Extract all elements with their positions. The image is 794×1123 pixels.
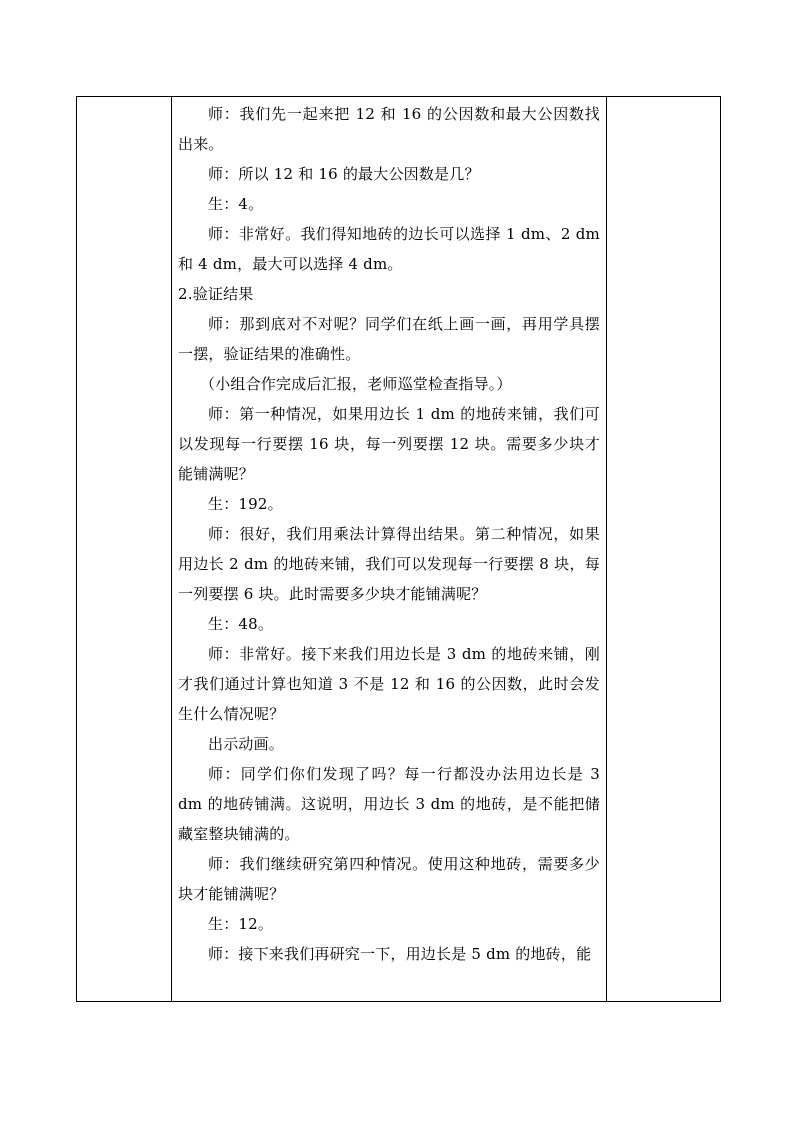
paragraph-6: 师：那到底对不对呢？同学们在纸上画一画，再用学具摆一摆，验证结果的准确性。	[178, 315, 600, 363]
paragraph-2: 师：所以 12 和 16 的最大公因数是几？	[208, 165, 480, 183]
paragraph-14: 师：同学们你们发现了吗？每一行都没办法用边长是 3 dm 的地砖铺满。这说明，用边长 3 dm 的地砖，是不能把储藏室整块铺满的。	[178, 765, 600, 843]
paragraph-15: 师：我们继续研究第四种情况。使用这种地砖，需要多少块才能铺满呢？	[178, 855, 600, 903]
section-heading: 2.验证结果	[178, 285, 254, 303]
left-column-cell	[77, 97, 172, 1002]
right-column-cell	[607, 97, 721, 1002]
paragraph-10: 师：很好，我们用乘法计算得出结果。第二种情况，如果用边长 2 dm 的地砖来铺，我们可以发现每一行要摆 8 块，每一列要摆 6 块。此时需要多少块才能铺满呢？	[178, 525, 600, 603]
paragraph-4: 师：非常好。我们得知地砖的边长可以选择 1 dm、2 dm 和 4 dm，最大可以选择 4 dm。	[178, 225, 600, 273]
paragraph-9: 生：192。	[208, 495, 283, 513]
table-row	[77, 97, 721, 1002]
paragraph-13: 出示动画。	[208, 735, 285, 753]
paragraph-7: （小组合作完成后汇报，老师巡堂检查指导。）	[200, 375, 512, 393]
lesson-plan-table	[76, 96, 721, 1002]
paragraph-16: 生：12。	[208, 915, 274, 933]
paragraph-11: 生：48。	[208, 615, 274, 633]
paragraph-12: 师：非常好。接下来我们用边长是 3 dm 的地砖来铺，刚才我们通过计算也知道 3 不是 12 和 16 的公因数，此时会发生什么情况呢？	[178, 645, 600, 723]
paragraph-1: 师：我们先一起来把 12 和 16 的公因数和最大公因数找出来。	[178, 105, 600, 153]
paragraph-17: 师：接下来我们再研究一下，用边长是 5 dm 的地砖，能	[208, 945, 592, 963]
paragraph-3: 生：4。	[208, 195, 264, 213]
lesson-content	[172, 97, 606, 969]
content-column-cell	[172, 97, 607, 1002]
paragraph-8: 师：第一种情况，如果用边长 1 dm 的地砖来铺，我们可以发现每一行要摆 16 块，每一列要摆 12 块。需要多少块才能铺满呢？	[178, 405, 600, 483]
